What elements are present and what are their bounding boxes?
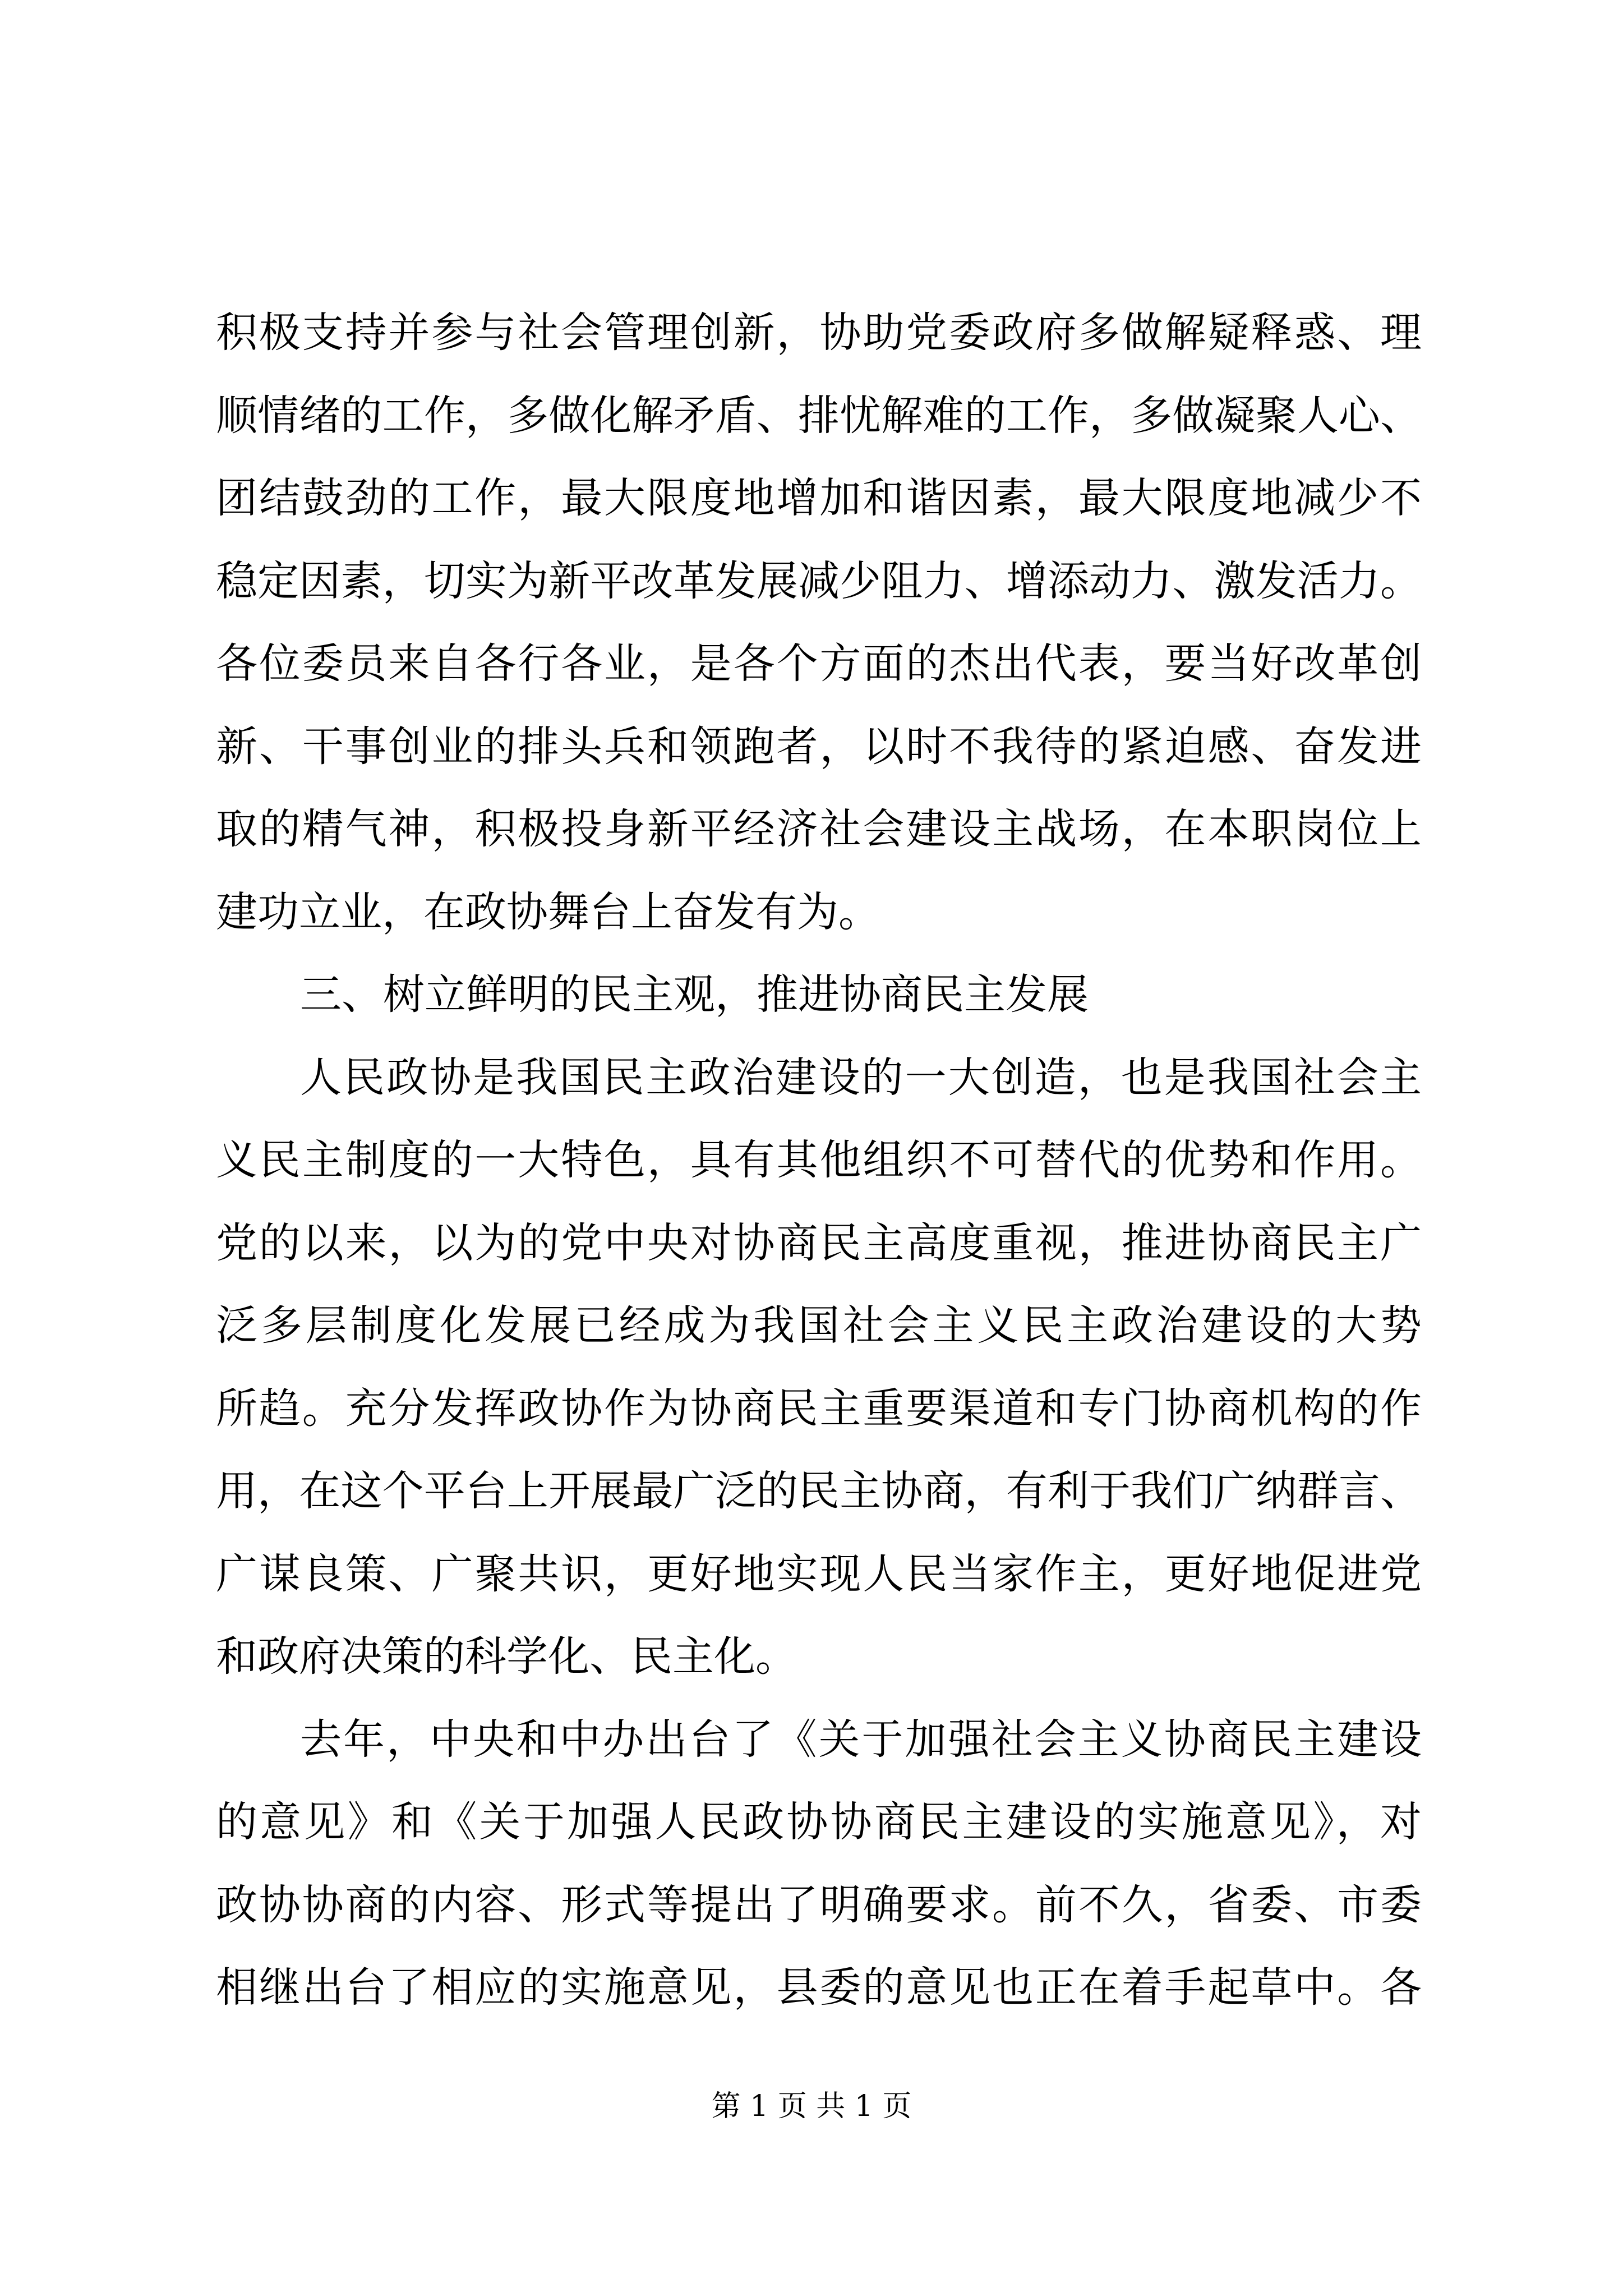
text-line: 积极支持并参与社会管理创新，协助党委政府多做解疑释惑、理	[216, 309, 1422, 357]
body-text	[216, 292, 1422, 2030]
text-line: 的意见》和《关于加强人民政协协商民主建设的实施意见》，对	[216, 1798, 1422, 1846]
section-heading: 三、树立鲜明的民主观，推进协商民主发展	[300, 970, 1089, 1019]
text-line: 去年，中央和中办出台了《关于加强社会主义协商民主建设	[300, 1715, 1422, 1764]
text-line: 泛多层制度化发展已经成为我国社会主义民主政治建设的大势	[216, 1301, 1422, 1350]
text-line: 各位委员来自各行各业，是各个方面的杰出代表，要当好改革创	[216, 639, 1422, 688]
text-line: 广谋良策、广聚共识，更好地实现人民当家作主，更好地促进党	[216, 1549, 1422, 1598]
text-line: 建功立业，在政协舞台上奋发有为。	[216, 887, 880, 936]
text-line: 政协协商的内容、形式等提出了明确要求。前不久，省委、市委	[216, 1880, 1422, 1929]
text-line: 用，在这个平台上开展最广泛的民主协商，有利于我们广纳群言、	[216, 1467, 1422, 1515]
text-line: 团结鼓劲的工作，最大限度地增加和谐因素，最大限度地减少不	[216, 474, 1422, 522]
text-line: 顺情绪的工作，多做化解矛盾、排忧解难的工作，多做凝聚人心、	[216, 391, 1422, 440]
text-line: 新、干事创业的排头兵和领跑者，以时不我待的紧迫感、奋发进	[216, 722, 1422, 771]
text-line: 人民政协是我国民主政治建设的一大创造，也是我国社会主	[300, 1053, 1422, 1102]
text-line: 所趋。充分发挥政协作为协商民主重要渠道和专门协商机构的作	[216, 1384, 1422, 1433]
text-line: 稳定因素，切实为新平改革发展减少阻力、增添动力、激发活力。	[216, 556, 1422, 605]
text-line: 取的精气神，积极投身新平经济社会建设主战场，在本职岗位上	[216, 805, 1422, 853]
text-line: 相继出台了相应的实施意见，县委的意见也正在着手起草中。各	[216, 1963, 1422, 2012]
text-line: 和政府决策的科学化、民主化。	[216, 1632, 797, 1681]
page-footer: 第 1 页 共 1 页	[711, 2090, 912, 2123]
text-line: 党的以来，以为的党中央对协商民主高度重视，推进协商民主广	[216, 1218, 1422, 1267]
text-line: 义民主制度的一大特色，具有其他组织不可替代的优势和作用。	[216, 1136, 1422, 1184]
